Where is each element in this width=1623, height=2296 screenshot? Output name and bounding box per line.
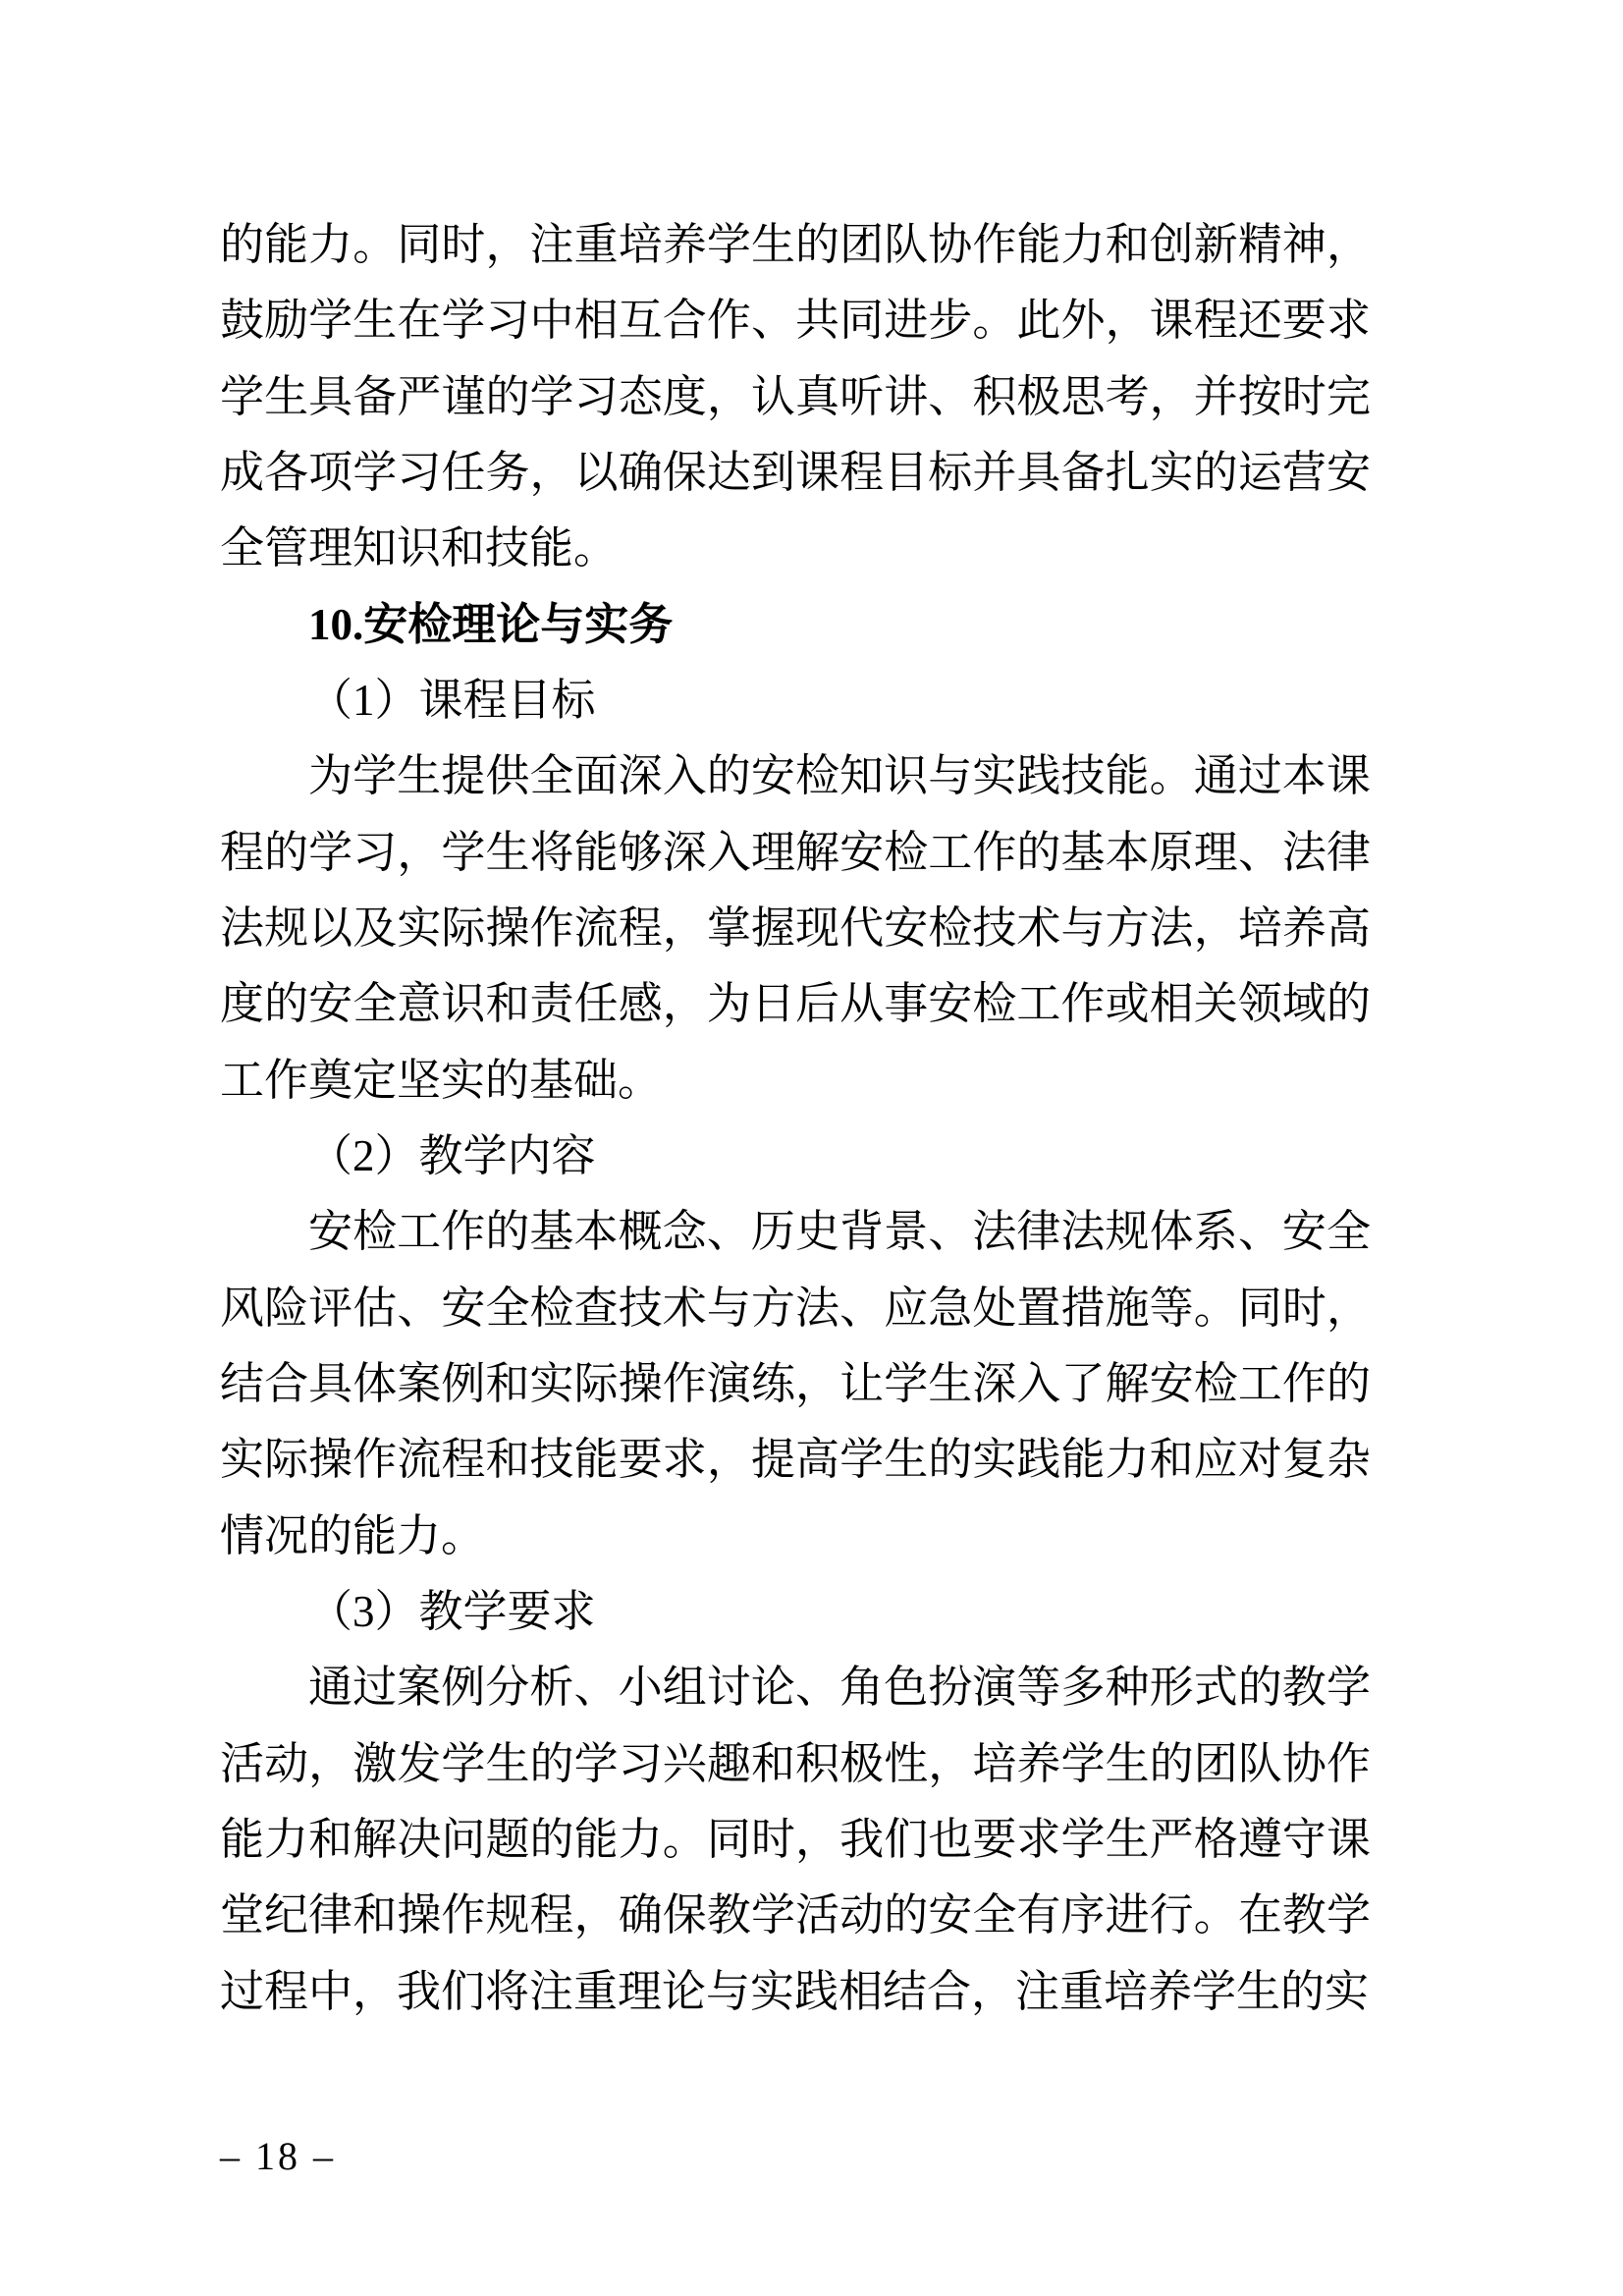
paragraph-teaching-content: 安检工作的基本概念、历史背景、法律法规体系、安全风险评估、安全检查技术与方法、应急处置措施等。同时，结合具体案例和实际操作演练，让学生深入了解安检工作的实际操作流程和技能要求，提高学生的实践能力和应对复杂情况的能力。 xyxy=(220,1207,1371,1560)
page-body xyxy=(220,207,1371,2030)
subsection-label-teaching-requirements: （3）教学要求 xyxy=(308,1586,596,1636)
paragraph-teaching-requirements: 通过案例分析、小组讨论、角色扮演等多种形式的教学活动，激发学生的学习兴趣和积极性，培养学生的团队协作能力和解决问题的能力。同时，我们也要求学生严格遵守课堂纪律和操作规程，确保教学活动的安全有序进行。在教学过程中，我们将注重理论与实践相结合，注重培养学生的实 xyxy=(220,1663,1371,2016)
paragraph-course-objective: 为学生提供全面深入的安检知识与实践技能。通过本课程的学习，学生将能够深入理解安检工作的基本原理、法律法规以及实际操作流程，掌握现代安检技术与方法，培养高度的安全意识和责任感，为日后从事安检工作或相关领域的工作奠定坚实的基础。 xyxy=(220,751,1371,1105)
paragraph-continuation: 的能力。同时，注重培养学生的团队协作能力和创新精神，鼓励学生在学习中相互合作、共同进步。此外，课程还要求学生具备严谨的学习态度，认真听讲、积极思考，并按时完成各项学习任务，以确保达到课程目标并具备扎实的运营安全管理知识和技能。 xyxy=(220,220,1371,574)
subsection-label-course-objective: （1）课程目标 xyxy=(308,675,596,725)
section-heading: 10.安检理论与实务 xyxy=(308,599,674,649)
page-number: – 18 – xyxy=(220,2134,336,2178)
subsection-label-teaching-content: （2）教学内容 xyxy=(308,1130,596,1180)
